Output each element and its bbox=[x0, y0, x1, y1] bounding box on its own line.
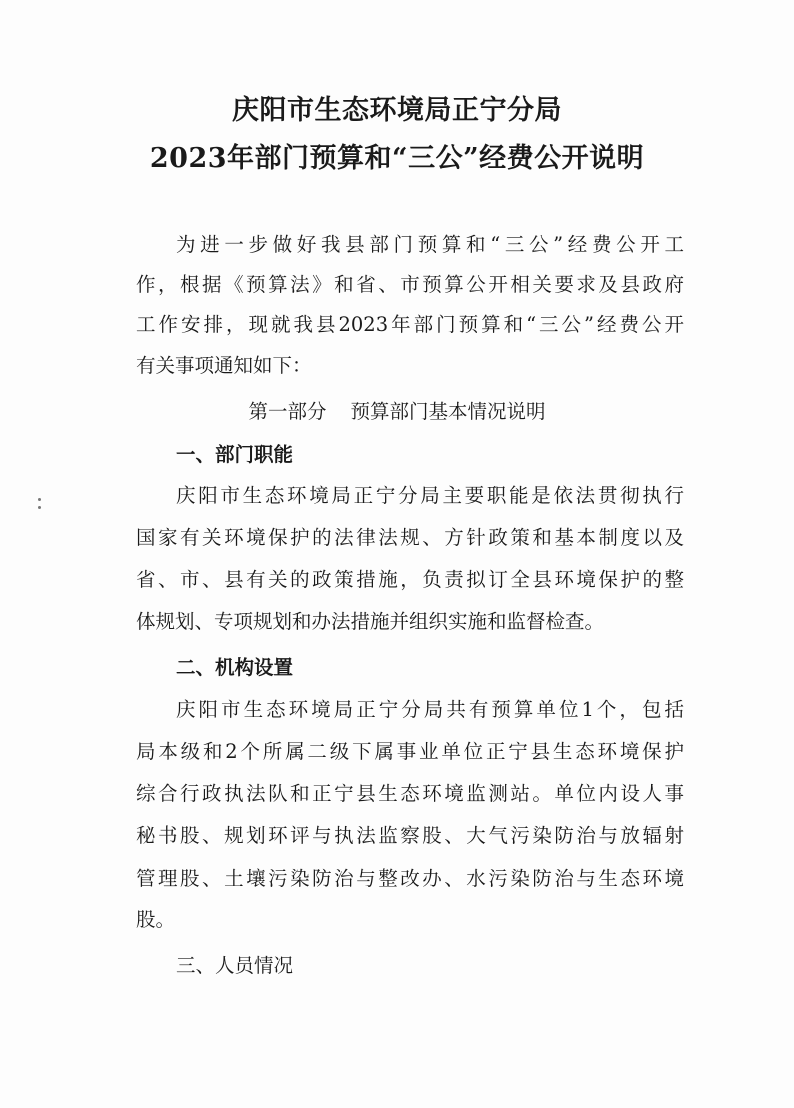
part-label: 第一部分 bbox=[248, 400, 327, 423]
paragraph-line: 管理股、土壤污染防治与整改办、水污染防治与生态环境 bbox=[136, 867, 684, 890]
intro-line: 工作安排，现就我县2023年部门预算和“三公”经费公开 bbox=[136, 313, 684, 336]
section-heading: 二、机构设置 bbox=[176, 656, 294, 679]
paragraph-line: 体规划、专项规划和办法措施并组织实施和监督检查。 bbox=[136, 610, 605, 633]
paragraph-line: 股。 bbox=[136, 908, 176, 931]
binding-hole-mark bbox=[38, 498, 41, 501]
intro-line: 为进一步做好我县部门预算和“三公”经费公开工 bbox=[176, 233, 684, 256]
paragraph-line: 庆阳市生态环境局正宁分局主要职能是依法贯彻执行 bbox=[176, 484, 684, 507]
intro-line: 有关事项通知如下： bbox=[136, 354, 312, 377]
paragraph-line: 国家有关环境保护的法律法规、方针政策和基本制度以及 bbox=[136, 526, 684, 549]
intro-line: 作，根据《预算法》和省、市预算公开相关要求及县政府 bbox=[136, 273, 684, 296]
document-subtitle: 2023年部门预算和“三公”经费公开说明 bbox=[149, 143, 645, 174]
part-name: 预算部门基本情况说明 bbox=[350, 400, 546, 423]
section-heading: 一、部门职能 bbox=[176, 443, 294, 466]
paragraph-line: 庆阳市生态环境局正宁分局共有预算单位1个，包括 bbox=[176, 698, 684, 721]
paragraph-line: 局本级和2个所属二级下属事业单位正宁县生态环境保护 bbox=[136, 740, 684, 763]
document-title: 庆阳市生态环境局正宁分局 bbox=[232, 95, 562, 126]
paragraph-line: 省、市、县有关的政策措施，负责拟订全县环境保护的整 bbox=[136, 568, 684, 591]
part-heading bbox=[0, 399, 794, 425]
binding-hole-mark bbox=[38, 506, 41, 509]
paragraph-line: 秘书股、规划环评与执法监察股、大气污染防治与放辐射 bbox=[136, 824, 684, 847]
section-heading: 三、人员情况 bbox=[176, 954, 294, 977]
paragraph-line: 综合行政执法队和正宁县生态环境监测站。单位内设人事 bbox=[136, 782, 684, 805]
